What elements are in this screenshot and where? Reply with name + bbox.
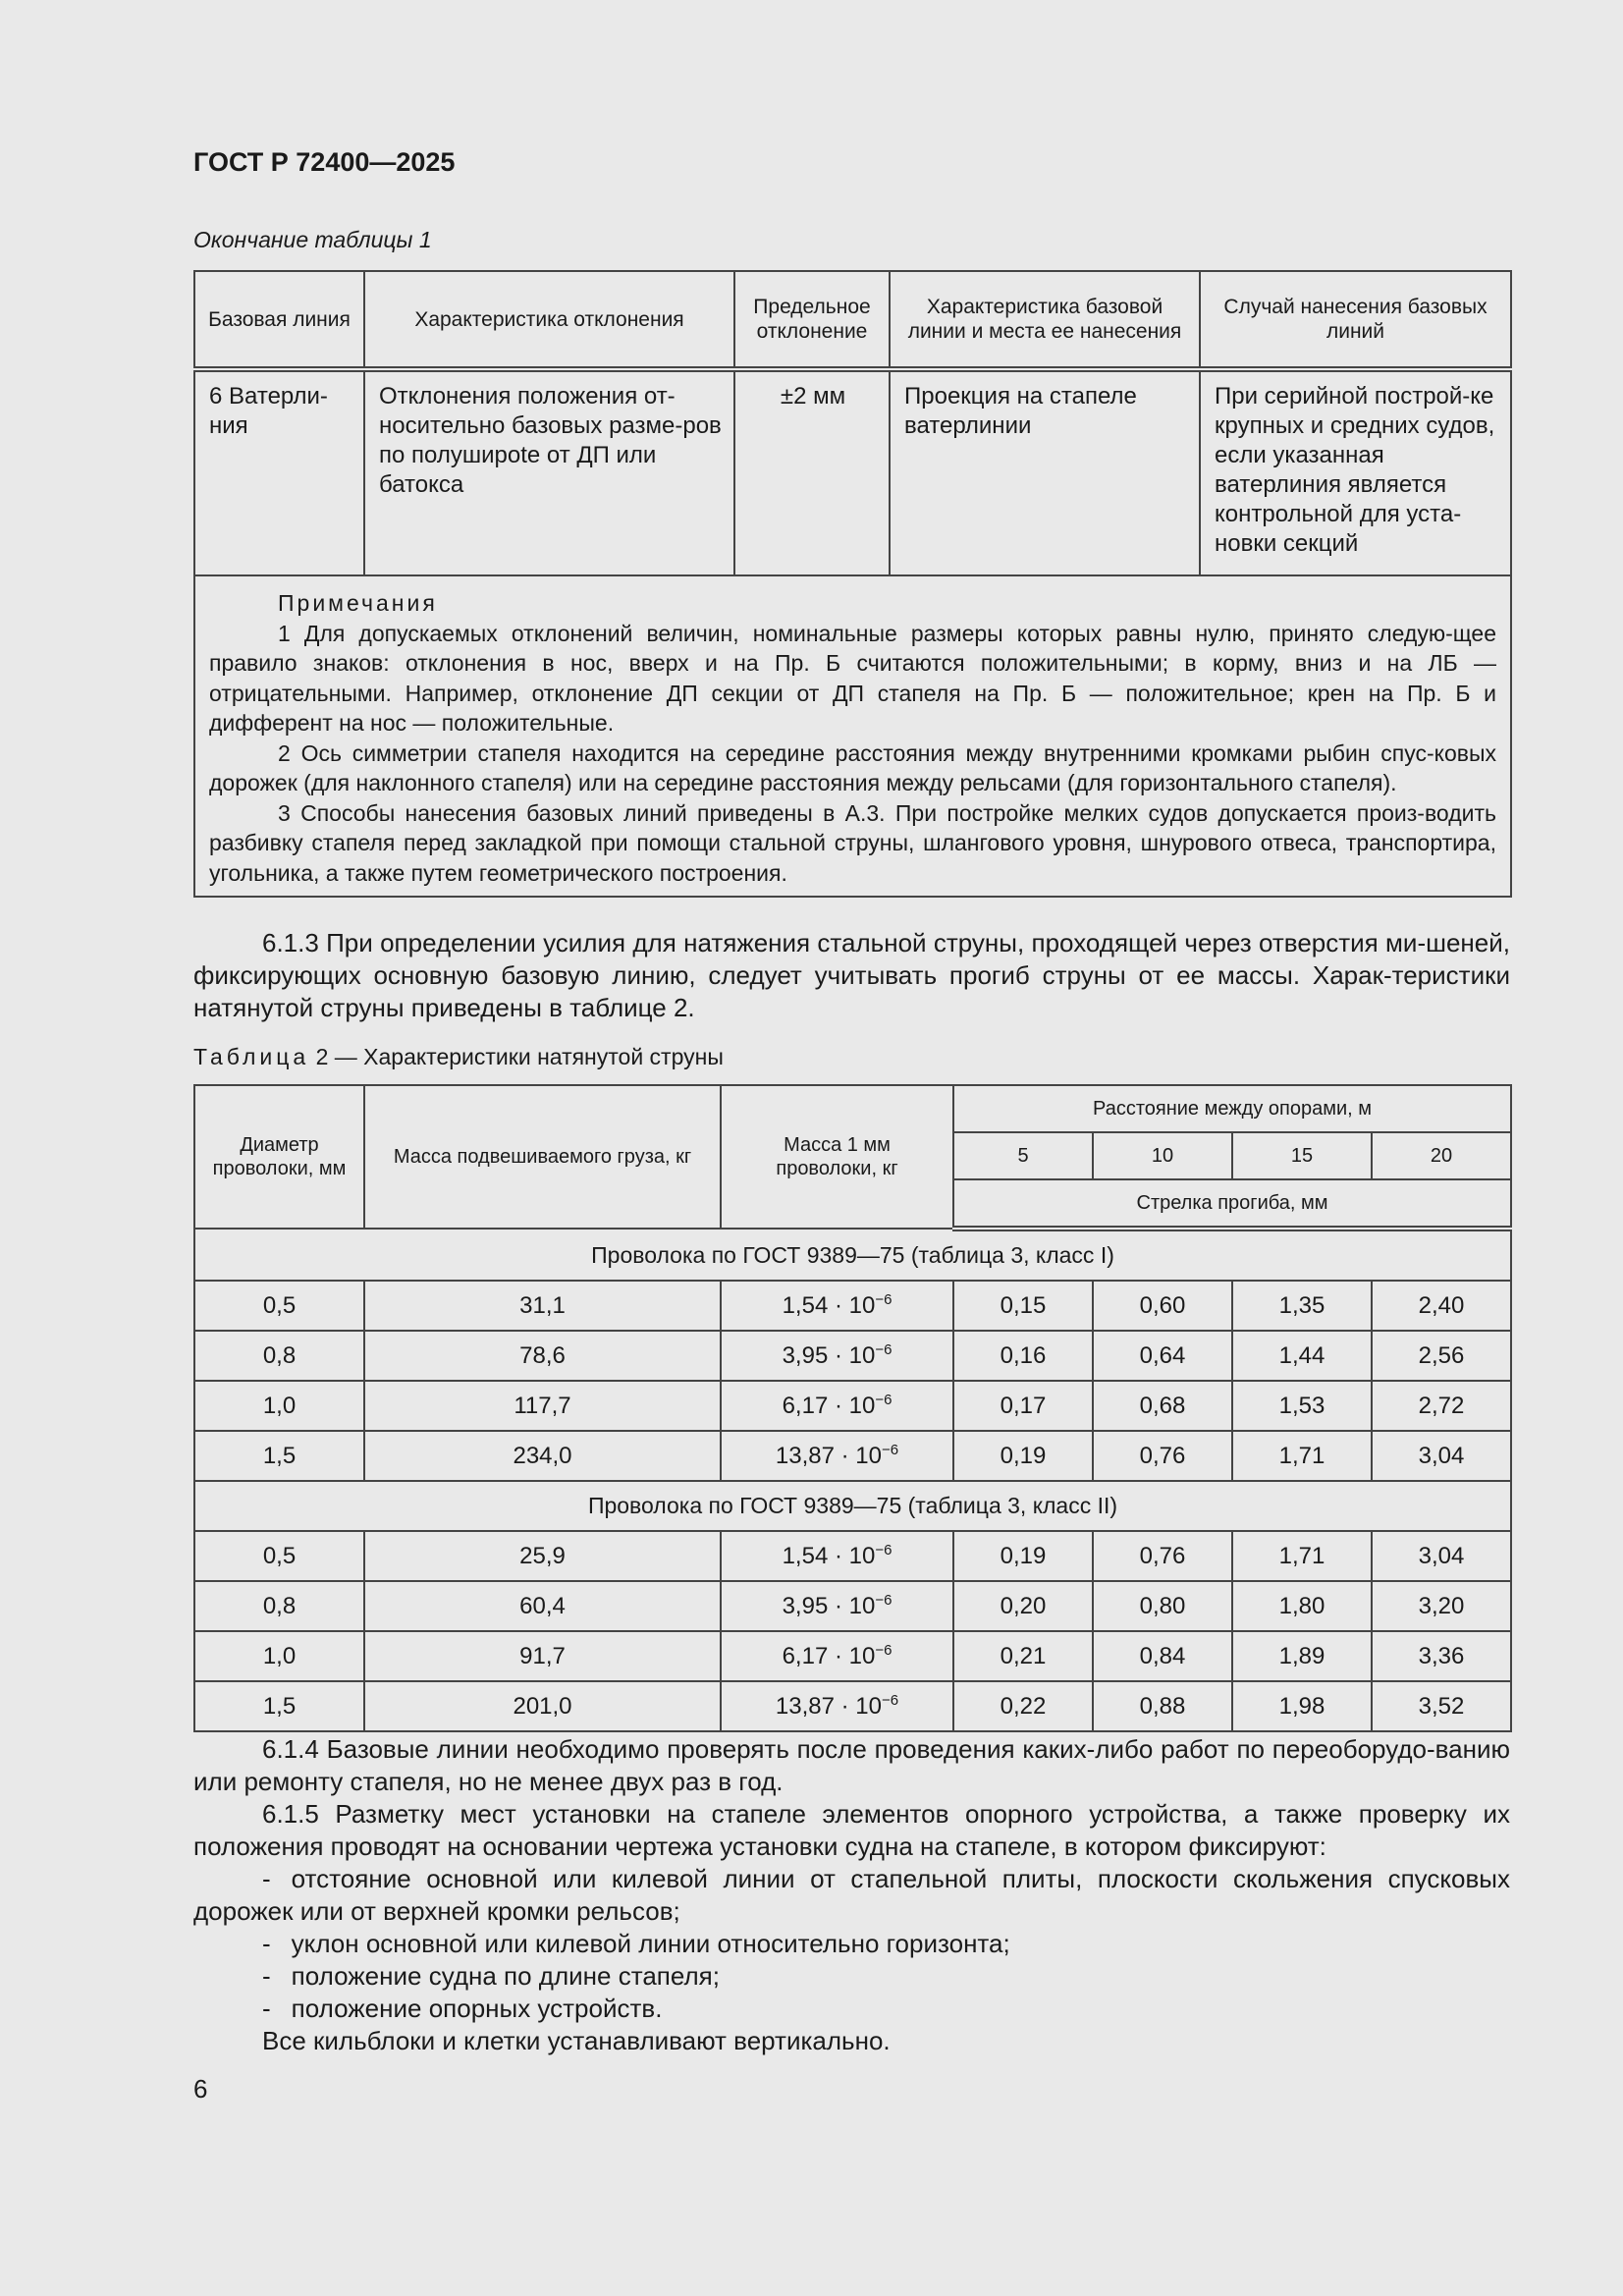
table-cell: [194, 1681, 364, 1731]
table-cell: [953, 1681, 1093, 1731]
table-cell: [721, 1681, 953, 1731]
note-3: 3 Способы нанесения базовых линий приведены в А.3. При постройке мелких судов допускается произ-водить разбивку стапеля перед закладкой при помощи стальной струны, шлангового уровня, шнурового отвеса, транспортира, угольника, а также путем геометрического построения.: [209, 799, 1496, 886]
list-item-text: положение опорных устройств.: [291, 1994, 663, 2023]
table-cell: [194, 1281, 364, 1331]
cell-value: 2,56: [1418, 1341, 1465, 1369]
table-cell: [1372, 1431, 1511, 1481]
table2-header-row-1: [194, 1085, 1511, 1132]
exponent: −6: [875, 1541, 893, 1558]
cell-value: 1,71: [1278, 1542, 1325, 1569]
cell-value: 1,89: [1278, 1642, 1325, 1669]
table-cell: [364, 1331, 721, 1381]
exponent: −6: [881, 1441, 899, 1458]
t1-col-characteristic: Характеристика базовой линии и места ее нанесения: [890, 271, 1200, 369]
exponent: −6: [875, 1340, 893, 1358]
table-cell: [364, 1281, 721, 1331]
cell-value: 0,76: [1139, 1442, 1186, 1469]
exponent: −6: [875, 1641, 893, 1659]
table-row: [194, 1281, 1511, 1331]
table-cell: [1232, 1581, 1372, 1631]
cell-value: 0,17: [1000, 1392, 1047, 1419]
table-cell: [194, 1531, 364, 1581]
cell-value: 0,64: [1139, 1341, 1186, 1369]
cell-value: 1,35: [1278, 1291, 1325, 1319]
note-2: 2 Ось симметрии стапеля находится на середине расстояния между внутренними кромками рыбин спус-ковых дорожек (для наклонного стапеля) или на середине расстояния между рельсами (для горизонтального стапеля).: [209, 739, 1496, 795]
cell-value: 3,20: [1418, 1592, 1465, 1619]
paragraphs-6-1-4-6-1-5: [193, 1733, 1510, 2057]
table-cell: [953, 1331, 1093, 1381]
cell-value: 1,80: [1278, 1592, 1325, 1619]
cell-value: 3,36: [1418, 1642, 1465, 1669]
table1-row: [194, 369, 1511, 575]
cell-value: 0,84: [1139, 1642, 1186, 1669]
table-cell: [364, 1431, 721, 1481]
table-cell: [1093, 1381, 1232, 1431]
cell-value: 117,7: [514, 1392, 571, 1419]
table-cell: [721, 1381, 953, 1431]
t2-distance-10: 10: [1093, 1132, 1232, 1179]
table-cell: [1232, 1531, 1372, 1581]
table-cell: [1093, 1281, 1232, 1331]
table-cell: [364, 1681, 721, 1731]
t2-distance-20: 20: [1372, 1132, 1511, 1179]
table1-continuation-label: Окончание таблицы 1: [193, 227, 432, 252]
t2-distance-5: 5: [953, 1132, 1093, 1179]
table-cell: [953, 1431, 1093, 1481]
table2-caption-word: Таблица: [193, 1044, 310, 1069]
cell-value: 1,0: [262, 1642, 297, 1669]
t1-col-deviation: Характеристика отклонения: [364, 271, 734, 369]
t1-base-line: 6 Ватерли-ния: [194, 369, 364, 575]
table2-caption: [193, 1044, 724, 1070]
table-cell: [953, 1631, 1093, 1681]
cell-value: 1,54 · 10: [782, 1291, 876, 1319]
cell-value: 0,15: [1000, 1291, 1047, 1319]
cell-value: 3,04: [1418, 1542, 1465, 1569]
cell-value: 31,1: [519, 1291, 566, 1319]
cell-value: 0,68: [1139, 1392, 1186, 1419]
cell-value: 0,60: [1139, 1291, 1186, 1319]
cell-value: 3,95 · 10: [782, 1341, 876, 1369]
list-item-text: положение судна по длине стапеля;: [291, 1961, 720, 1991]
t2-col-distance: Расстояние между опорами, м: [953, 1085, 1511, 1132]
paragraph-final: Все кильблоки и клетки устанавливают вертикально.: [262, 2026, 891, 2055]
cell-value: 1,53: [1278, 1392, 1325, 1419]
table2-group-title: Проволока по ГОСТ 9389—75 (таблица 3, класс II): [194, 1481, 1511, 1531]
cell-value: 6,17 · 10: [782, 1642, 876, 1669]
list-item: - уклон основной или килевой линии относительно горизонта;: [262, 1929, 1010, 1958]
cell-value: 3,95 · 10: [782, 1592, 876, 1619]
t1-col-base-line: Базовая линия: [194, 271, 364, 369]
table-row: [194, 1681, 1511, 1731]
table-cell: [1093, 1331, 1232, 1381]
table2-group-row: [194, 1481, 1511, 1531]
cell-value: 1,98: [1278, 1692, 1325, 1720]
exponent: −6: [875, 1290, 893, 1308]
paragraph-6-1-3-text: 6.1.3 При определении усилия для натяжения стальной струны, проходящей через отверстия ми-шеней, фиксирующих основную базовую линию, следует учитывать прогиб струны от ее массы. Харак-теристики натянутой струны приведены в таблице 2.: [193, 928, 1510, 1022]
table-cell: [364, 1381, 721, 1431]
t2-col-sag: Стрелка прогиба, мм: [953, 1179, 1511, 1229]
list-item: - положение опорных устройств.: [262, 1994, 663, 2023]
cell-value: 0,88: [1139, 1692, 1186, 1720]
t1-deviation: Отклонения положения от-носительно базовых разме-ров по полуширote от ДП или батокса: [364, 369, 734, 575]
cell-value: 2,40: [1418, 1291, 1465, 1319]
cell-value: 234,0: [513, 1442, 572, 1469]
t1-col-limit: Предельное отклонение: [734, 271, 890, 369]
cell-value: 0,16: [1000, 1341, 1047, 1369]
cell-value: 0,76: [1139, 1542, 1186, 1569]
paragraph-6-1-3: [193, 927, 1510, 1024]
cell-value: 13,87 · 10: [775, 1442, 882, 1469]
table-cell: [1372, 1581, 1511, 1631]
table-cell: [1093, 1581, 1232, 1631]
table-cell: [721, 1531, 953, 1581]
table-row: [194, 1631, 1511, 1681]
cell-value: 0,19: [1000, 1442, 1047, 1469]
paragraph-6-1-5: 6.1.5 Разметку мест установки на стапеле элементов опорного устройства, а также проверку их положения проводят на основании чертежа установки судна на стапеле, в котором фиксируют:: [193, 1799, 1510, 1861]
table-cell: [1232, 1381, 1372, 1431]
note-1: 1 Для допускаемых отклонений величин, номинальные размеры которых равны нулю, принято следую-щее правило знаков: отклонения в нос, вверх и на Пр. Б считаются положительными; в корму, вниз и на ЛБ — отрицательными. Например, отклонение ДП секции от ДП стапеля на Пр. Б — положительное; крен на Пр. Б и дифферент на нос — положительные.: [209, 620, 1496, 736]
table-cell: [953, 1281, 1093, 1331]
t2-col-load: Масса подвешиваемого груза, кг: [364, 1085, 721, 1229]
t1-case: При серийной построй-ке крупных и средних судов, если указанная ватерлиния является контрольной для уста-новки секций: [1200, 369, 1511, 575]
table-cell: [1372, 1381, 1511, 1431]
list-item-text: отстояние основной или килевой линии от стапельной плиты, плоскости скольжения спусковых дорожек или от верхней кромки рельсов;: [193, 1864, 1510, 1926]
cell-value: 0,80: [1139, 1592, 1186, 1619]
cell-value: 0,5: [262, 1542, 297, 1569]
cell-value: 13,87 · 10: [775, 1692, 882, 1720]
table-row: [194, 1381, 1511, 1431]
table1-notes: [194, 575, 1511, 897]
cell-value: 78,6: [519, 1341, 566, 1369]
table2-caption-rest: 2 — Характеристики натянутой струны: [315, 1044, 724, 1069]
page-number: 6: [193, 2074, 208, 2104]
cell-value: 25,9: [519, 1542, 566, 1569]
table-cell: [1232, 1631, 1372, 1681]
cell-value: 0,19: [1000, 1542, 1047, 1569]
t1-col-case: Случай нанесения базовых линий: [1200, 271, 1511, 369]
cell-value: 0,5: [262, 1291, 297, 1319]
table-2: [193, 1084, 1512, 1732]
cell-value: 0,20: [1000, 1592, 1047, 1619]
table2-body: [194, 1229, 1511, 1731]
table-cell: [194, 1431, 364, 1481]
table2-group-title: Проволока по ГОСТ 9389—75 (таблица 3, класс I): [194, 1229, 1511, 1281]
cell-value: 1,0: [262, 1392, 297, 1419]
table-cell: [721, 1331, 953, 1381]
t2-col-diameter: Диаметр проволоки, мм: [194, 1085, 364, 1229]
table-cell: [364, 1631, 721, 1681]
table-cell: [1232, 1281, 1372, 1331]
cell-value: 3,52: [1418, 1692, 1465, 1720]
table-cell: [721, 1581, 953, 1631]
table-cell: [721, 1281, 953, 1331]
table-1: [193, 270, 1512, 898]
table-cell: [1372, 1331, 1511, 1381]
cell-value: 0,8: [262, 1341, 297, 1369]
t2-col-mass: Масса 1 мм проволоки, кг: [721, 1085, 953, 1229]
table-cell: [194, 1331, 364, 1381]
cell-value: 91,7: [519, 1642, 566, 1669]
table1-header-row: [194, 271, 1511, 369]
cell-value: 201,0: [513, 1692, 572, 1720]
table-cell: [364, 1531, 721, 1581]
table-cell: [1093, 1631, 1232, 1681]
table-cell: [1093, 1531, 1232, 1581]
exponent: −6: [875, 1391, 893, 1408]
exponent: −6: [881, 1691, 899, 1709]
table-row: [194, 1531, 1511, 1581]
cell-value: 1,5: [262, 1442, 297, 1469]
cell-value: 0,8: [262, 1592, 297, 1619]
list-item-text: уклон основной или килевой линии относительно горизонта;: [291, 1929, 1010, 1958]
table-cell: [1372, 1281, 1511, 1331]
cell-value: 1,44: [1278, 1341, 1325, 1369]
table-cell: [194, 1581, 364, 1631]
table-cell: [1372, 1531, 1511, 1581]
table2-group-row: [194, 1229, 1511, 1281]
table1-notes-row: [194, 575, 1511, 897]
table-cell: [194, 1381, 364, 1431]
table-cell: [1372, 1681, 1511, 1731]
table-cell: [1372, 1631, 1511, 1681]
table-cell: [1232, 1431, 1372, 1481]
table-row: [194, 1431, 1511, 1481]
t1-limit: ±2 мм: [734, 369, 890, 575]
cell-value: 2,72: [1418, 1392, 1465, 1419]
paragraph-6-1-4: 6.1.4 Базовые линии необходимо проверять после проведения каких-либо работ по переоборудо-ванию или ремонту стапеля, но не менее двух раз в год.: [193, 1734, 1510, 1796]
table-row: [194, 1331, 1511, 1381]
table-cell: [364, 1581, 721, 1631]
cell-value: 60,4: [519, 1592, 566, 1619]
cell-value: 1,54 · 10: [782, 1542, 876, 1569]
list-item: - отстояние основной или килевой линии от стапельной плиты, плоскости скольжения спусковых дорожек или от верхней кромки рельсов;: [193, 1864, 1510, 1926]
table-cell: [1093, 1431, 1232, 1481]
cell-value: 1,5: [262, 1692, 297, 1720]
table-cell: [721, 1431, 953, 1481]
table-cell: [721, 1631, 953, 1681]
t1-characteristic: Проекция на стапеле ватерлинии: [890, 369, 1200, 575]
table-cell: [1232, 1331, 1372, 1381]
t2-distance-15: 15: [1232, 1132, 1372, 1179]
table-cell: [194, 1631, 364, 1681]
table-cell: [1093, 1681, 1232, 1731]
cell-value: 0,22: [1000, 1692, 1047, 1720]
table-cell: [953, 1531, 1093, 1581]
exponent: −6: [875, 1591, 893, 1609]
list-item: - положение судна по длине стапеля;: [262, 1961, 720, 1991]
cell-value: 1,71: [1278, 1442, 1325, 1469]
notes-title: Примечания: [278, 590, 438, 616]
cell-value: 3,04: [1418, 1442, 1465, 1469]
table-row: [194, 1581, 1511, 1631]
cell-value: 0,21: [1000, 1642, 1047, 1669]
table-cell: [953, 1381, 1093, 1431]
table-cell: [953, 1581, 1093, 1631]
table-cell: [1232, 1681, 1372, 1731]
document-code: ГОСТ Р 72400—2025: [193, 147, 456, 177]
cell-value: 6,17 · 10: [782, 1392, 876, 1419]
